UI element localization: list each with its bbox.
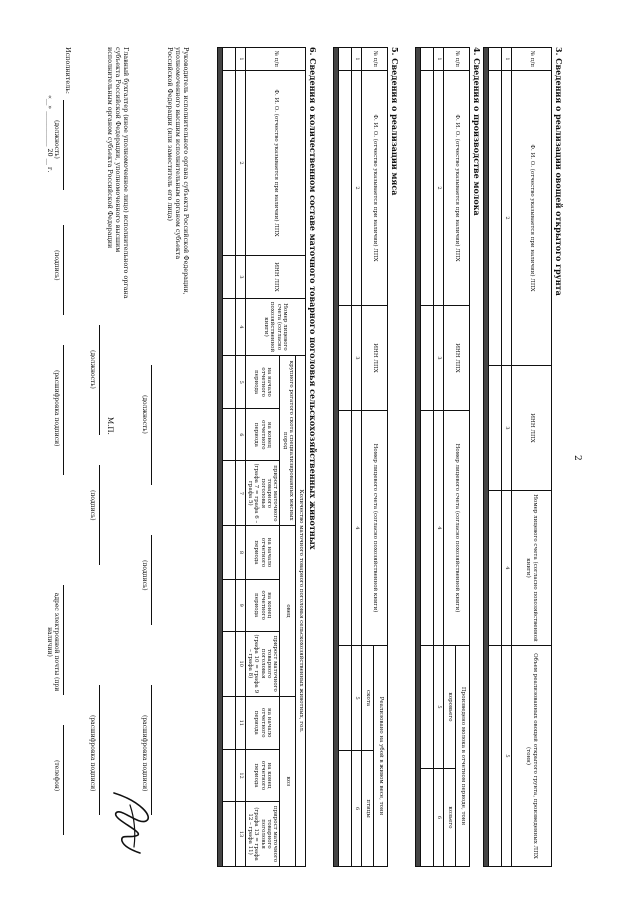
s4-num: 1 [434,48,444,71]
s4-sub-goat: козьего [444,768,456,866]
s5-num: 4 [352,411,362,646]
accountant-position-line [99,325,100,435]
date-line: «__» ___________ 20 __ г. [46,95,54,173]
s4-num: 6 [434,768,444,866]
s6-group-goats: коз [280,696,296,866]
accountant-text: Главный бухгалтер (иное уполномоченное лицо) исполнительного органа субъекта Российской Федерации, уполномоченного высшим исполнительным органом субъекта Российской Федерации [106,47,130,299]
s3-num: 5 [502,646,512,867]
executor-email-caption: адрес электронной почты (при наличии) [46,592,60,692]
s6-num: 5 [235,356,245,409]
s5-col-num: № п/п [362,48,388,71]
accountant-signature-caption: (подпись) [89,490,96,521]
s6-num: 2 [235,71,245,256]
accountant-decoding-caption: (расшифровка подписи) [89,715,96,792]
s6-col-num: № п/п [245,48,305,71]
s5-sub-poultry: птицы [362,751,374,867]
executor-email-line [63,585,64,695]
s5-col-fio: Ф. И. О. (отчество указывается при наличии) ЛПХ [362,71,388,306]
s6-col-account: Номер лицевого счета (согласно похозяйственной книги) [245,299,305,356]
s5-col-account: Номер лицевого счета (согласно похозяйственной книги) [362,411,388,646]
s6-num: 6 [235,409,245,461]
section5-table [333,47,388,867]
s6-sub-end: на конец отчетного периода [245,409,280,461]
handwritten-signature [102,787,160,857]
s5-group-header: Реализовано на убой в живом весе, тонн [374,646,388,867]
executor-phone-caption: (телефон) [53,760,60,792]
executor-signature-line [63,225,64,315]
s4-col-inn: ИНН ЛПХ [444,306,470,411]
s5-num: 6 [352,751,362,867]
s5-col-inn: ИНН ЛПХ [362,306,388,411]
s5-num: 1 [352,48,362,71]
section3-table [483,47,552,867]
s6-sub-end: на конец отчетного периода [245,749,280,801]
s3-num: 2 [502,71,512,366]
s6-sub-start: на начало отчетного периода [245,696,280,749]
executor-label: Исполнитель: [64,47,72,94]
s6-num: 4 [235,299,245,356]
executor-position-caption: (должность) [53,120,60,159]
s3-col-inn: ИНН ЛПХ [512,366,552,491]
s6-sub-start: на начало отчетного периода [245,526,280,579]
section4-table [415,47,470,867]
rotated-form [40,25,600,889]
executor-phone-line [63,725,64,835]
s6-sub-end: на конец отчетного периода [245,579,280,631]
s6-num: 7 [235,461,245,526]
section5-title: 5. Сведения о реализации мяса [390,47,400,196]
s6-num: 12 [235,749,245,801]
head-signature-caption: (подпись) [141,560,148,591]
head-signatory-text: Руководитель исполнительного органа субъекта Российской Федерации, уполномоченного высшим исполнительным органом субъекта Российской Федерации (или заместитель его лица) [166,47,190,295]
s3-col-num: № п/п [512,48,552,71]
s3-num: 1 [502,48,512,71]
s6-sub-growth: прирост маточного товарного поголовья (графа 7 = графа 6 – графа 5) [245,461,280,526]
s6-col-fio: Ф. И. О. (отчество указывается при наличии) ЛПХ [245,71,305,256]
page-number: 2 [572,455,582,461]
s4-group-header: Произведено молока в отчетном периоде, тонн [456,646,470,867]
s6-sub-growth: прирост маточного товарного поголовья (графа 13 = графа 12 – графа 11) [245,802,280,867]
s3-col-volume: Объем реализованных овощей открытого грунта, произведенных ЛПХ (тонн) [512,646,552,867]
section4-title: 4. Сведения о производстве молока [472,47,482,216]
s3-num: 4 [502,491,512,646]
s6-num: 10 [235,631,245,696]
s4-num: 2 [434,71,444,306]
s4-num: 4 [434,411,444,646]
s6-num: 3 [235,256,245,299]
s6-num: 9 [235,579,245,631]
s6-col-inn: ИНН ЛПХ [245,256,305,299]
executor-decoding-caption: (расшифровка подписи) [53,370,60,447]
head-position-line [151,365,152,485]
s6-sub-start: на начало отчетного периода [245,356,280,409]
s4-col-account: Номер лицевого счета (согласно похозяйственной книги) [444,411,470,646]
stamp-place-mp: М.П. [106,417,114,435]
s6-num: 1 [235,48,245,71]
accountant-signature-line [99,465,100,565]
s4-col-fio: Ф. И. О. (отчество указывается при наличии) ЛПХ [444,71,470,306]
s4-num: 3 [434,306,444,411]
section6-title: 6. Сведения о количественном составе маточного товарного поголовья сельскохозяйственных животных [308,47,318,550]
s5-num: 5 [352,646,362,751]
s6-main-group: Количество маточного товарного поголовья сельскохозяйственных животных, гол. [296,356,306,867]
s5-num: 3 [352,306,362,411]
executor-signature-caption: (подпись) [53,250,60,281]
s6-group-sheep: овец [280,526,296,696]
accountant-position-caption: (должность) [89,350,96,389]
s6-group-cattle: крупного рогатого скота специализированных мясных пород [280,356,296,526]
accountant-decoding-line [99,685,100,815]
head-decoding-caption: (расшифровка подписи) [141,715,148,792]
section3-title: 3. Сведения о реализации овощей открытого грунта [554,47,564,296]
s5-num: 2 [352,71,362,306]
s4-sub-cow: коровьего [444,646,456,769]
s5-sub-cattle: скота [362,646,374,751]
s3-num: 3 [502,366,512,491]
head-position-caption: (должность) [141,395,148,434]
s3-col-account: Номер лицевого счета (согласно похозяйственной книги) [512,491,552,646]
s6-sub-growth: прирост маточного товарного поголовья (графа 10 = графа 9 – графа 8) [245,631,280,696]
executor-decoding-line [63,345,64,475]
executor-position-line [63,100,64,190]
section6-table [217,47,306,867]
s6-num: 8 [235,526,245,579]
s6-num: 13 [235,802,245,867]
head-signature-line [151,535,152,625]
s4-num: 5 [434,646,444,769]
s6-num: 11 [235,696,245,749]
s4-col-num: № п/п [444,48,470,71]
s3-col-fio: Ф. И. О. (отчество указывается при наличии) ЛПХ [512,71,552,366]
